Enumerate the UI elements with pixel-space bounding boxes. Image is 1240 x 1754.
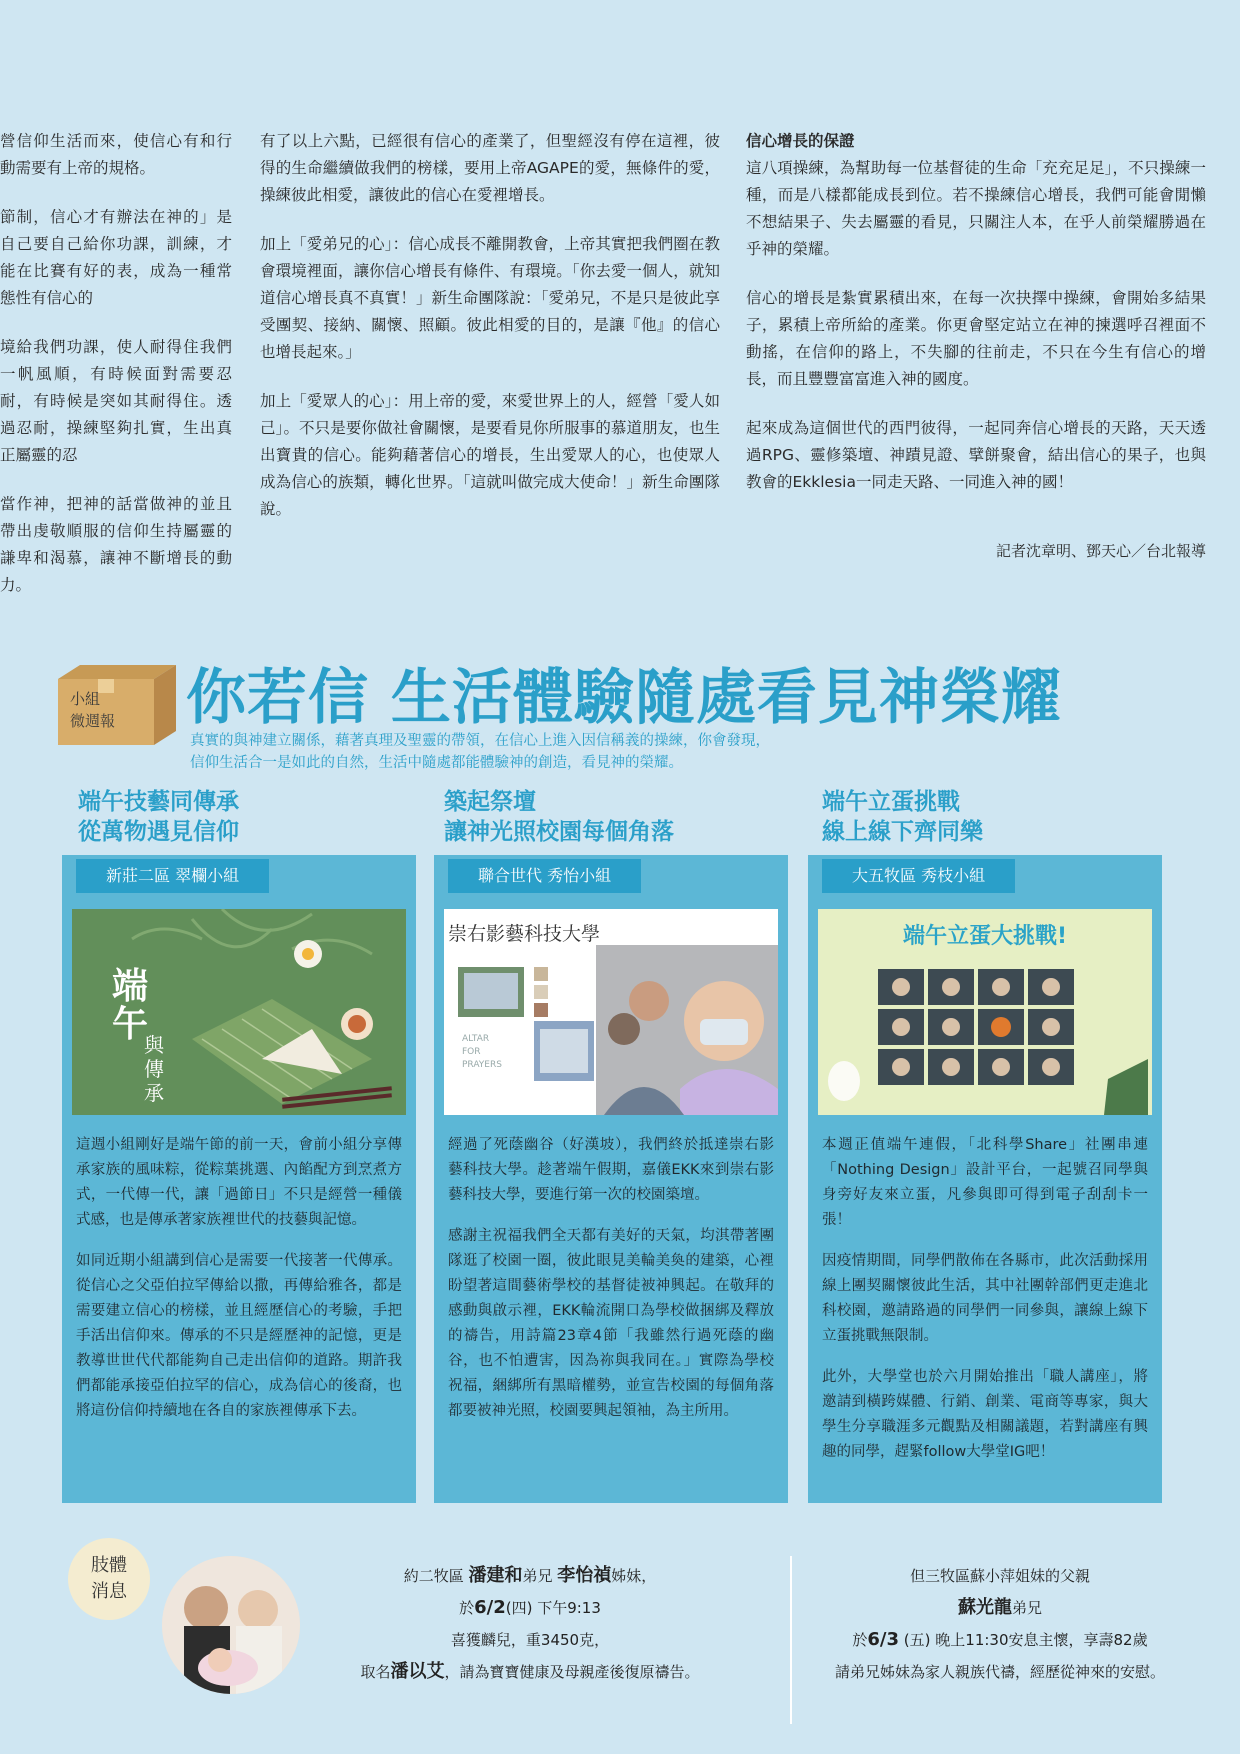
paragraph: 這八項操練，為幫助每一位基督徒的生命「充充足足」，不只操練一種，而是八樣都能成長到位。若不操練信心增長，我們可能會閒懶不想結果子、失去屬靈的看見，只關注人本，在乎人前榮耀勝過在乎神的榮耀。 [746, 159, 1206, 258]
paragraph: 信心的增長是紮實累積出來，在每一次抉擇中操練，會開始多結果子，累積上帝所給的產業。你更會堅定站立在神的揀選呼召裡面不動搖，在信仰的路上，不失腳的往前走，不只在今生有信心的增長，而且豐豐富富進入神的國度。 [746, 289, 1206, 388]
paragraph: 起來成為這個世代的西門彼得，一起同奔信心增長的天路，天天透過RPG、靈修築壇、神蹟見證、擘餅聚會，結出信心的果子，也與教會的Ekklesia一同走天路、一同進入神的國！ [746, 419, 1206, 491]
group-card-1 [62, 855, 416, 1503]
box-label: 小組 微週報 [70, 690, 116, 730]
group-card-3 [808, 855, 1162, 1503]
group-card-2 [434, 855, 788, 1503]
paragraph: 營信仰生活而來，使信心有和行動需要有上帝的規格。 [0, 132, 232, 177]
group-tag: 大五牧區 秀枝小組 [822, 859, 1015, 893]
column-2 [260, 128, 720, 545]
group-tag: 聯合世代 秀怡小組 [448, 859, 641, 893]
paragraph: 加上「愛弟兄的心」：信心成長不離開教會，上帝其實把我們圈在教會環境裡面，讓你信心增長有條件、有環境。「你去愛一個人，就知道信心增長真不真實！」新生命團隊說：「愛弟兄，不是只是彼此享受團契、接納、關懷、照顧。彼此相愛的目的，是讓『他』的信心也增長起來。」 [260, 235, 720, 361]
group-headline-3: 端午立蛋挑戰 線上線下齊同樂 [822, 789, 983, 845]
group-tag: 新莊二區 翠欄小組 [76, 859, 269, 893]
group-text: 經過了死蔭幽谷（好漢坡），我們終於抵達崇右影藝科技大學。趁著端午假期，嘉儀EKK來到崇右影藝科技大學，要進行第一次的校園築壇。 感謝主祝福我們全天都有美好的天氣，均淇帶著團隊逛了校園一圈，彼此眼見美輪美奐的建築，心裡盼望著這間藝術學校的基督徒被神興起。在敬拜的感動與啟示裡，EKK輪流開口為學校做捆綁及釋放的禱告，用詩篇23章4節「我雖然行過死蔭的幽谷，也不怕遭害，因為祢與我同在。」實際為學校祝福，綑綁所有黑暗權勢，並宣告校園的每個角落都要被神光照，校園要興起領袖，為主所用。 [448, 1137, 774, 1419]
challenge-banner: 端午立蛋大挑戰! [902, 924, 1068, 949]
section-heading: 信心增長的保證 [746, 132, 855, 150]
family-photo [162, 1556, 300, 1694]
group-headline-2: 築起祭壇 讓神光照校園每個角落 [444, 789, 674, 845]
altar-caption: ALTAR FOR PRAYERS [462, 1034, 502, 1070]
dragon-boat-illustration [72, 909, 406, 1115]
column-1 [0, 128, 232, 621]
illustration-caption: 端 午 [112, 965, 149, 1045]
group-headline-1: 端午技藝同傳承 從萬物遇見信仰 [78, 789, 239, 845]
birth-notice: 約二牧區 潘建和弟兄 李怡禎姊妹， 於6/2(四) 下午9:13 喜獲麟兒，重3450克， 取名潘以艾，請為寶寶健康及母親產後復原禱告。 [360, 1565, 700, 1682]
subtitle: 真實的與神建立關係，藉著真理及聖靈的帶領，在信心上進入因信稱義的操練，你會發現， 信仰生活合一是如此的自然，生活中隨處都能體驗神的創造，看見神的榮耀。 [190, 733, 770, 771]
paragraph: 當作神，把神的話當做神的並且帶出虔敬順服的信仰生持屬靈的謙卑和渴慕，讓神不斷增長的動力。 [0, 495, 232, 594]
campus-collage-photo [444, 909, 778, 1115]
paragraph: 加上「愛眾人的心」：用上帝的愛，來愛世界上的人，經營「愛人如己」。不只是要你做社會關懷，是要看見你所服事的慕道朋友，也生出寶貴的信心。能夠藉著信心的增長，生出愛眾人的心，也使眾人成為信心的族類，轉化世界。「這就叫做完成大使命！」新生命團隊說。 [260, 392, 720, 518]
paragraph: 境給我們功課，使人耐得住我們一帆風順，有時候面對需要忍耐，有時候是突如其耐得住。透過忍耐，操練堅夠扎實，生出真正屬靈的忍 [0, 338, 232, 464]
group-text: 本週正值端午連假，「北科學Share」社團串連「Nothing Design」設計平台，一起號召同學與身旁好友來立蛋，凡參與即可得到電子刮刮卡一張！ 因疫情期間，同學們散佈在各縣市，此次活動採用線上團契關懷彼此生活，其中社團幹部們更走進北科校園，邀請路過的同學們一同參與，讓線上線下立蛋挑戰無限制。 此外，大學堂也於六月開始推出「職人講座」，將邀請到橫跨媒體、行銷、創業、電商等專家，與大學生分享職涯多元觀點及相關議題，若對講座有興趣的同學，趕緊follow大學堂IG吧！ [822, 1137, 1148, 1460]
memorial-notice: 但三牧區蘇小萍姐妹的父親 蘇光龍弟兄 於6/3 (五) 晚上11:30安息主懷，享壽82歲 請弟兄姊妹為家人親族代禱，經歷從神來的安慰。 [834, 1567, 1165, 1681]
column-3 [746, 128, 1206, 518]
video-call-screenshot [818, 909, 1152, 1115]
university-name: 崇右影藝科技大學 [448, 923, 601, 945]
group-text: 這週小組剛好是端午節的前一天，會前小組分享傳承家族的風味粽，從粽葉挑選、內餡配方到烹煮方式，一代傳一代，讓「過節日」不只是經營一種儀式感，也是傳承著家族裡世代的技藝與記憶。 如同近期小組講到信心是需要一代接著一代傳承。從信心之父亞伯拉罕傳給以撒，再傳給雅各，都是需要建立信心的榜樣，並且經歷信心的考驗，手把手活出信仰來。傳承的不只是經歷神的記憶，更是教導世世代代都能夠自己走出信仰的道路。期許我們都能承接亞伯拉罕的信心，成為信心的後裔，也將這份信仰持續地在各自的家族裡傳承下去。 [76, 1137, 402, 1419]
paragraph: 有了以上六點，已經很有信心的產業了，但聖經沒有停在這裡，彼得的生命繼續做我們的榜樣，要用上帝AGAPE的愛，無條件的愛，操練彼此相愛，讓彼此的信心在愛裡增長。 [260, 132, 720, 204]
member-news-label: 肢體 消息 [68, 1538, 150, 1620]
illustration-caption: 與 傳 承 [144, 1033, 164, 1105]
byline: 記者沈章明、鄧天心／台北報導 [995, 542, 1206, 560]
page-title: 你若信 生活體驗隨處看見神榮耀 [186, 663, 1062, 733]
paragraph: 節制，信心才有辦法在神的」是自己要自己給你功課，訓練，才能在比賽有好的表，成為一種常態性有信心的 [0, 208, 232, 307]
